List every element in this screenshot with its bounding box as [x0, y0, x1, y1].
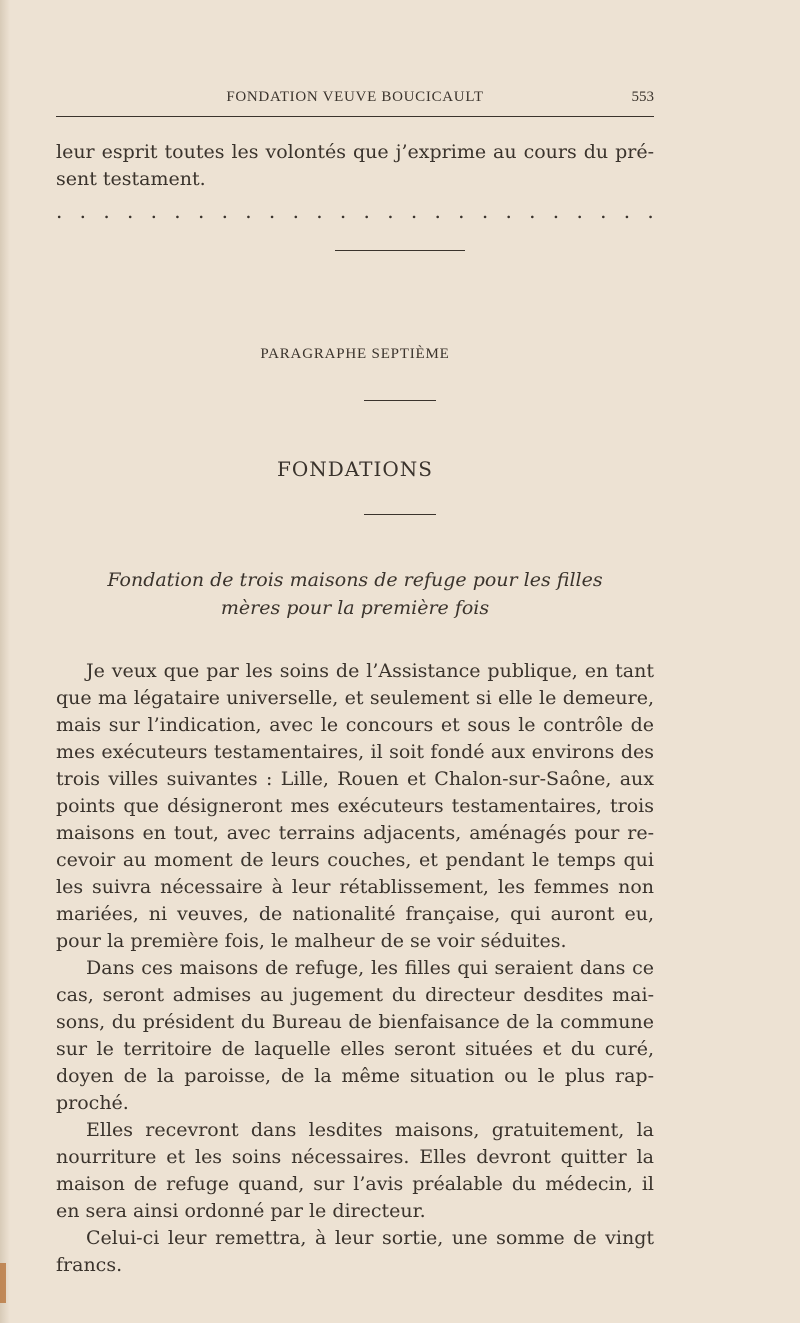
paragraph [56, 955, 654, 1117]
text-line: pour la première fois, le malheur de se voir séduites. [56, 930, 567, 952]
text-line: Celui-ci leur remettra, à leur sortie, une somme de vingt [86, 1227, 654, 1249]
continuation-text [56, 139, 654, 193]
ellipsis-dots: . . . . . . . . . . . . . . . . . . . . . . . . . . [56, 199, 654, 223]
text-line: points que désigneront mes exécuteurs testamentaires, trois [56, 795, 654, 817]
title-divider-rule [364, 514, 436, 515]
subsection-title-line: Fondation de trois maisons de refuge pour les filles [107, 569, 603, 591]
page-number: 553 [631, 89, 654, 105]
text-line: sur le territoire de laquelle elles seront situées et du curé, [56, 1038, 654, 1060]
text-line: maison de refuge quand, sur l’avis préalable du médecin, il [56, 1173, 654, 1195]
section-divider-rule [335, 250, 465, 251]
page-header [56, 89, 654, 117]
text-line: cas, seront admises au jugement du directeur desdites mai- [56, 984, 654, 1006]
section-title: FONDATIONS [277, 457, 433, 481]
body-text [56, 658, 654, 1279]
paragraph [56, 658, 654, 955]
paragraph [56, 1225, 654, 1279]
text-line: les suivra nécessaire à leur rétablissement, les femmes non [56, 876, 654, 898]
running-head: FONDATION VEUVE BOUCICAULT [226, 89, 484, 105]
text-line: leur esprit toutes les volontés que j’exprime au cours du pré- [56, 141, 654, 163]
heading-divider-rule [364, 400, 436, 401]
text-line: francs. [56, 1254, 123, 1276]
section-heading: PARAGRAPHE SEPTIÈME [260, 346, 450, 362]
text-line: sent testament. [56, 168, 206, 190]
paragraph [56, 1117, 654, 1225]
text-line: mais sur l’indication, avec le concours et sous le contrôle de [56, 714, 654, 736]
page-edge-stain [0, 1263, 6, 1303]
subsection-title-line: mères pour la première fois [220, 597, 490, 619]
text-line: cevoir au moment de leurs couches, et pendant le temps qui [56, 849, 654, 871]
text-line: doyen de la paroisse, de la même situation ou le plus rap- [56, 1065, 654, 1087]
subsection-title [56, 566, 654, 622]
text-line: nourriture et les soins nécessaires. Elles devront quitter la [56, 1146, 654, 1168]
text-line: Elles recevront dans lesdites maisons, gratuitement, la [86, 1119, 654, 1141]
page-edge-shadow [0, 0, 10, 1323]
text-line: mariées, ni veuves, de nationalité française, qui auront eu, [56, 903, 654, 925]
text-line: trois villes suivantes : Lille, Rouen et Chalon-sur-Saône, aux [56, 768, 654, 790]
header-rule [56, 116, 654, 117]
text-line: mes exécuteurs testamentaires, il soit fondé aux environs des [56, 741, 654, 763]
text-line: Dans ces maisons de refuge, les filles qui seraient dans ce [86, 957, 654, 979]
text-line: Je veux que par les soins de l’Assistance publique, en tant [86, 660, 654, 682]
text-line: proché. [56, 1092, 129, 1114]
text-line: maisons en tout, avec terrains adjacents, aménagés pour re- [56, 822, 654, 844]
text-line: sons, du président du Bureau de bienfaisance de la commune [56, 1011, 654, 1033]
text-line: en sera ainsi ordonné par le directeur. [56, 1200, 426, 1222]
text-line: que ma légataire universelle, et seulement si elle le demeure, [56, 687, 654, 709]
